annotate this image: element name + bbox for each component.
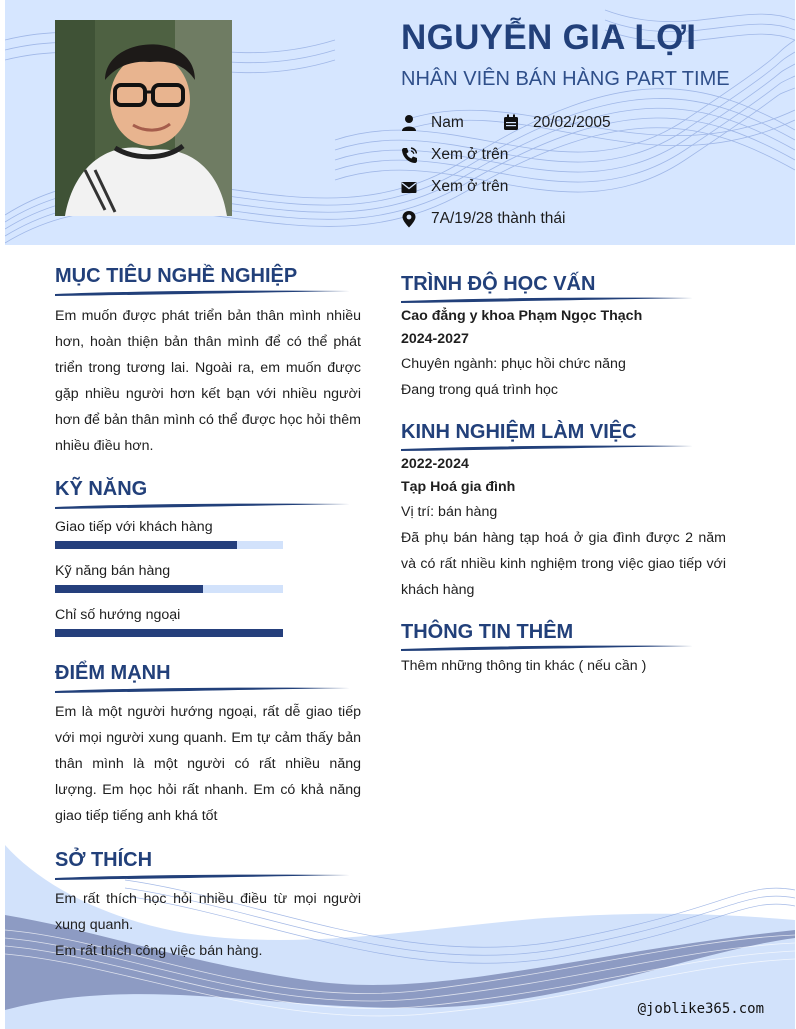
skill-label: Giao tiếp với khách hàng	[55, 519, 213, 535]
education-major: Chuyên ngành: phục hồi chức năng	[401, 356, 626, 372]
experience-title: KINH NGHIỆM LÀM VIỆC	[401, 421, 637, 443]
phone-icon	[401, 146, 417, 164]
candidate-name: NGUYỄN GIA LỢI	[401, 18, 697, 57]
skill-bar-fill	[55, 585, 203, 593]
profile-photo-illustration	[55, 20, 232, 216]
objective-underline	[55, 289, 350, 297]
skill-bar-fill	[55, 629, 283, 637]
skills-title: KỸ NĂNG	[55, 478, 148, 500]
calendar-icon	[503, 114, 519, 132]
hobbies-title: SỞ THÍCH	[55, 849, 153, 871]
strengths-title: ĐIỂM MẠNH	[55, 662, 171, 684]
skill-bar-fill	[55, 541, 237, 549]
education-period: 2024-2027	[401, 331, 469, 347]
skill-bar	[55, 585, 283, 593]
hobbies-underline	[55, 873, 350, 881]
job-title: NHÂN VIÊN BÁN HÀNG PART TIME	[401, 68, 730, 90]
phone-value: Xem ở trên	[431, 146, 509, 163]
gender-value: Nam	[431, 114, 464, 131]
skill-label: Kỹ năng bán hàng	[55, 563, 171, 579]
experience-underline	[401, 444, 693, 452]
experience-description: Đã phụ bán hàng tạp hoá ở gia đình được 2 năm và có rất nhiều kinh nghiệm trong việc giao tiếp với khách hàng	[401, 530, 726, 598]
experience-company: Tạp Hoá gia đình	[401, 479, 516, 495]
brand-watermark: @joblike365.com	[637, 1001, 764, 1017]
location-icon	[401, 210, 417, 228]
skill-bar	[55, 541, 283, 549]
profile-photo	[55, 20, 232, 216]
address-value: 7A/19/28 thành thái	[431, 210, 566, 227]
extra-text: Thêm những thông tin khác ( nếu cần )	[401, 658, 647, 674]
education-school: Cao đẳng y khoa Phạm Ngọc Thạch	[401, 308, 643, 324]
objective-title: MỤC TIÊU NGHỀ NGHIỆP	[55, 265, 298, 287]
extra-title: THÔNG TIN THÊM	[401, 621, 574, 643]
user-icon	[401, 114, 417, 132]
skill-bar	[55, 629, 283, 637]
strengths-text: Em là một người hướng ngoại, rất dễ giao tiếp với mọi người xung quanh. Em tự cảm thấy bản thân mình là một người có rất nhiều năng lượng. Em học hỏi rất nhanh. Em có khả năng giao tiếp tiếng anh khá tốt	[55, 704, 361, 824]
birthday-value: 20/02/2005	[533, 114, 611, 131]
skill-label: Chỉ số hướng ngoại	[55, 607, 181, 623]
education-status: Đang trong quá trình học	[401, 382, 558, 398]
mail-icon	[401, 178, 417, 196]
education-underline	[401, 296, 693, 304]
experience-period: 2022-2024	[401, 456, 469, 472]
strengths-underline	[55, 686, 350, 694]
email-value: Xem ở trên	[431, 178, 509, 195]
extra-underline	[401, 644, 693, 652]
hobbies-text: Em rất thích công việc bán hàng.	[55, 943, 263, 959]
objective-text: Em muốn được phát triển bản thân mình nhiều hơn, hoàn thiện bản thân mình để có thể phát triển trong tương lai. Ngoài ra, em muốn được gặp nhiều người hơn kết bạn với nhiều người hơn để bản thân mình có thể được học hỏi thêm nhiều điều hơn.	[55, 308, 361, 454]
experience-position: Vị trí: bán hàng	[401, 504, 498, 520]
hobbies-text: Em rất thích học hỏi nhiều điều từ mọi người xung quanh.	[55, 891, 361, 933]
education-title: TRÌNH ĐỘ HỌC VẤN	[401, 273, 596, 295]
skills-underline	[55, 502, 350, 510]
